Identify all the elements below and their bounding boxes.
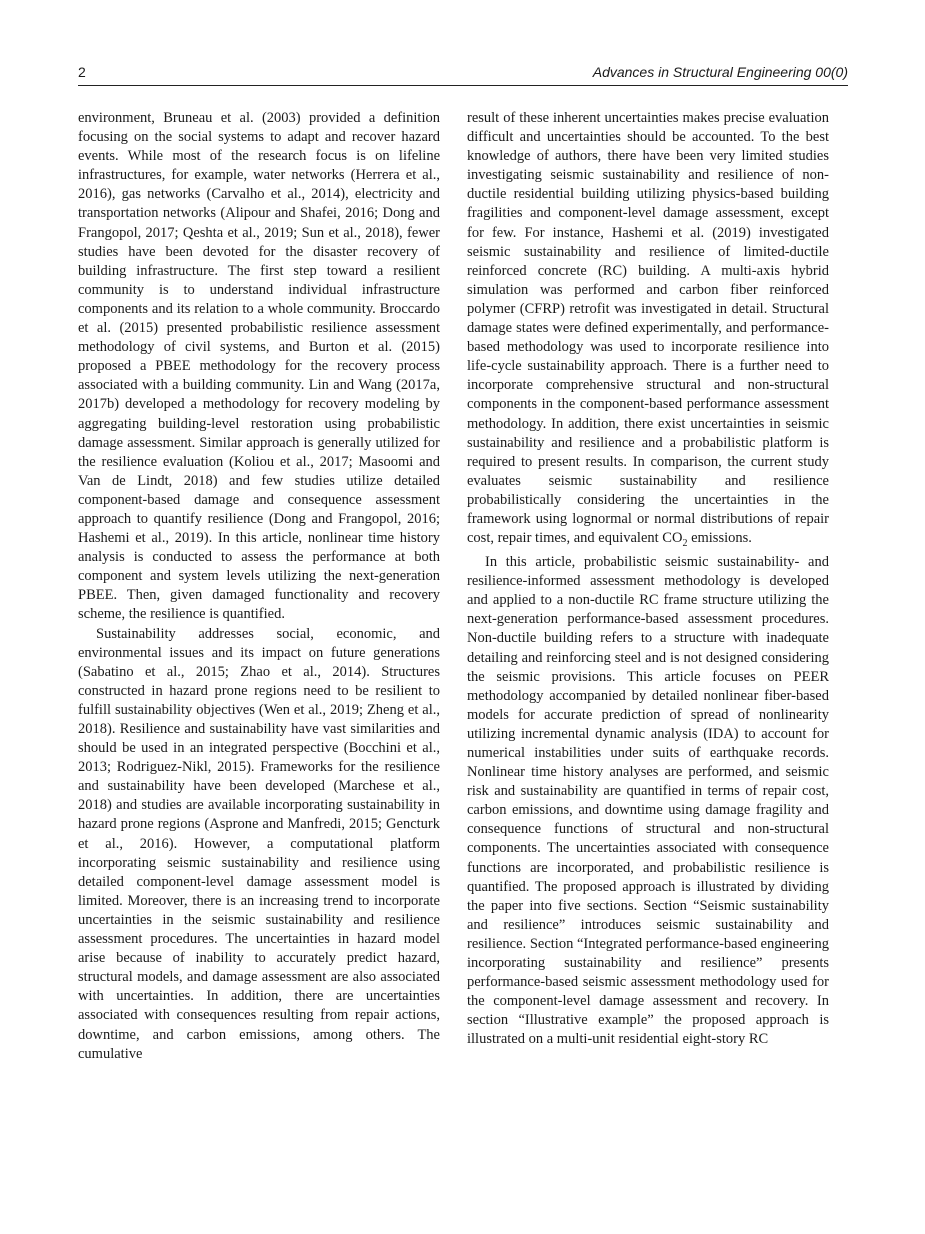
paragraph-sustainability: Sustainability addresses social, economic, and environmental issues and its impact on future generations (Sabatino et al., 2015; Zhao et al., 2014). Structures constructed in hazard prone regions need to be resilient to fulfill sustainability objectives (Wen et al., 2019; Zheng et al., 2018). Resilience and sustainability have vast similarities and should be used in an integrated perspective (Bocchini et al., 2013; Rodriguez-Nikl, 2015). Frameworks for the resilience and sustainability have been developed (Marchese et al., 2018) and studies are available incorporating sustainability in hazard prone regions (Asprone and Manfredi, 2015; Gencturk et al., 2016). However, a computational platform incorporating seismic sustainability and resilience using detailed component-level damage assessment model is limited. Moreover, there is an increasing trend to incorporate uncertainties in the seismic sustainability and resilience assessment procedures. The uncertainties in hazard model arise because of inability to accurately predict hazard, structural models, and damage assessment are also associated with uncertainties. In addition, there are uncertainties associated with consequences resulting from repair actions, downtime, and carbon emissions, among others. The cumulative [78,625,440,1062]
paragraph-uncertainties-end: emissions. [687,530,752,547]
journal-title: Advances in Structural Engineering 00(0) [592,64,848,80]
right-column [467,109,829,1049]
running-header [78,63,848,86]
paragraph-uncertainties-text: result of these inherent uncertainties makes precise evaluation difficult and uncertainties should be accounted. To the best knowledge of authors, there have been very limited studies investigating seismic sustainability and resilience of non-ductile residential building utilizing physics-based building fragilities and component-level damage assessment, except for few. For instance, Hashemi et al. (2019) investigated seismic sustainability and resilience of limited-ductile reinforced concrete (RC) building. A multi-axis hybrid simulation was performed and carbon fiber reinforced polymer (CFRP) retrofit was investigated in detail. Structural damage states were defined experimentally, and performance-based methodology was used to incorporate resilience into life-cycle sustainability approach. There is a further need to incorporate comprehensive structural and non-structural components in the component-based performance assessment methodology. In addition, there exist uncertainties in seismic sustainability and resilience and a probabilistic platform is required to present results. In comparison, the current study evaluates seismic sustainability and resilience probabilistically considering the uncertainties in the framework using lognormal or normal distributions of repair cost, repair times, and equivalent CO [467,110,829,547]
paragraph-uncertainties [467,109,829,553]
page-number: 2 [78,64,86,80]
co2-subscript: 2 [682,537,688,549]
left-column [78,109,440,1064]
paragraph-resilience-intro: environment, Bruneau et al. (2003) provided a definition focusing on the social systems to adapt and recover hazard events. While most of the research focus is on lifeline infrastructures, for example, water networks (Herrera et al., 2016), gas networks (Carvalho et al., 2014), electricity and transportation networks (Alipour and Shafei, 2016; Dong and Frangopol, 2017; Qeshta et al., 2019; Sun et al., 2018), fewer studies have been devoted for the disaster recovery of building infrastructure. The first step toward a resilient community is to understand individual infrastructure components and its relation to a whole community. Broccardo et al. (2015) presented probabilistic resilience assessment methodology of civil systems, and Burton et al. (2015) proposed a PBEE methodology for the recovery process associated with a building community. Lin and Wang (2017a, 2017b) developed a methodology for recovery modeling by aggregating building-level restoration using probabilistic damage assessment. Similar approach is generally utilized for the resilience evaluation (Koliou et al., 2017; Masoomi and Van de Lindt, 2018) and few studies utilize detailed component-based damage and consequence assessment approach to quantify resilience (Dong and Frangopol, 2016; Hashemi et al., 2019). In this article, nonlinear time history analysis is conducted to assess the performance at both component and system levels utilizing the next-generation PBEE. Then, given damaged functionality and recovery scheme, the resilience is quantified. [78,110,440,623]
paragraph-article-overview: In this article, probabilistic seismic sustainability- and resilience-informed assessment methodology is developed and applied to a non-ductile RC frame structure utilizing the next-generation performance-based assessment procedures. Non-ductile building refers to a structure with inadequate detailing and reinforcing steel and is not designed considering the seismic provisions. This article focuses on PEER methodology accompanied by detailed nonlinear fiber-based models for accurate prediction of spread of nonlinearity utilizing incremental dynamic analysis (IDA) to account for numerical instabilities under suits of earthquake records. Nonlinear time history analyses are performed, and seismic risk and sustainability are quantified in terms of repair cost, carbon emissions, and downtime using damage fragility and consequence functions of structural and non-structural components. The uncertainties associated with consequence functions are incorporated, and probabilistic resilience is quantified. The proposed approach is illustrated by dividing the paper into five sections. Section “Seismic sustainability and resilience” introduces seismic sustainability and resilience. Section “Integrated performance-based engineering incorporating sustainability and resilience” presents performance-based seismic assessment methodology used for the component-level damage assessment and recovery. In section “Illustrative example” the proposed approach is illustrated on a multi-unit residential eight-story RC [467,554,829,1048]
